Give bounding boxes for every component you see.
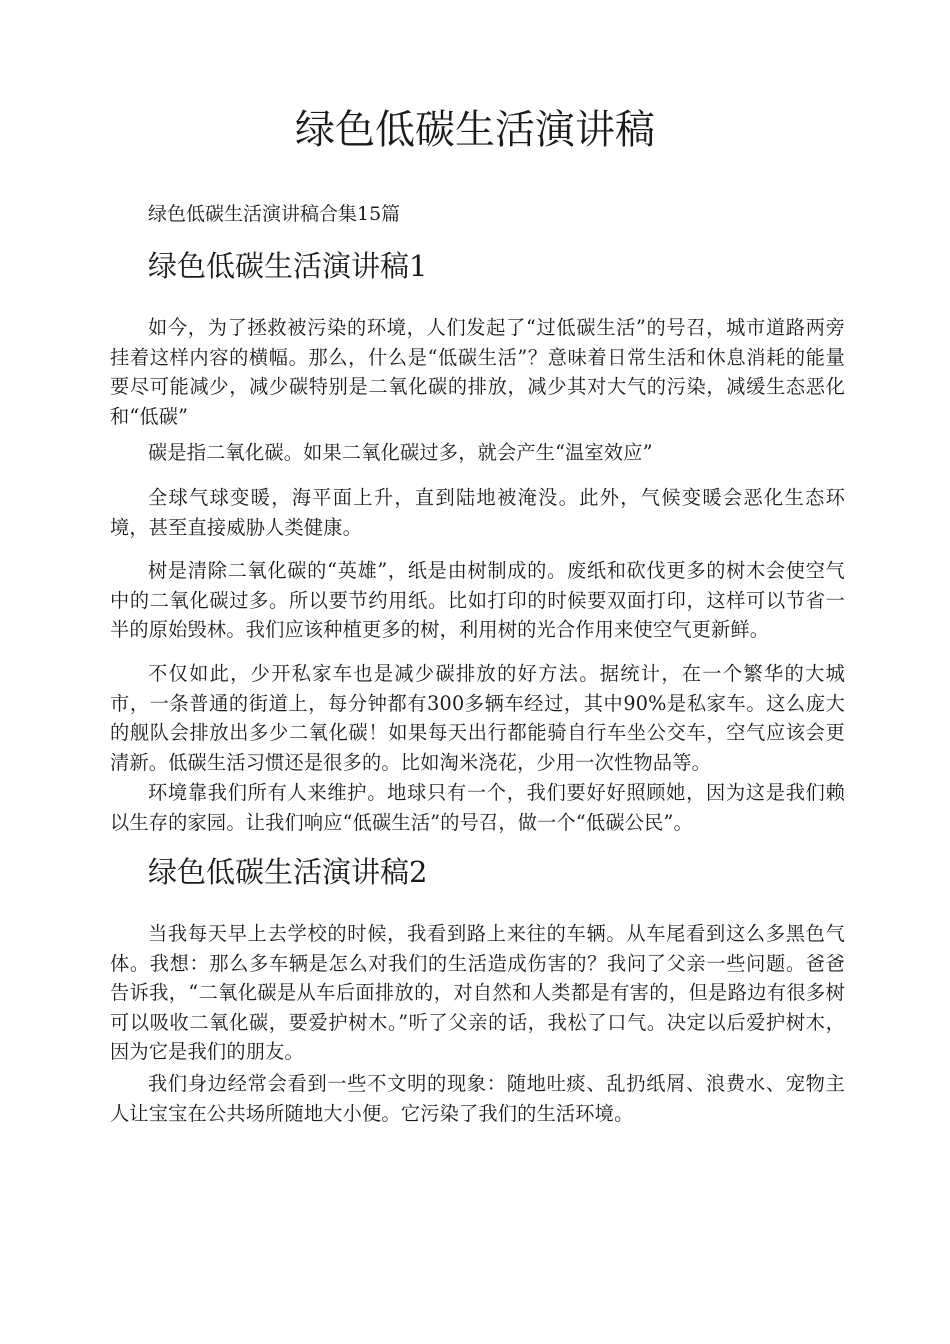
section-1-paragraph-6: 环境靠我们所有人来维护。地球只有一个，我们要好好照顾她，因为这是我们赖以生存的家园。让我们响应“低碳生活”的号召，做一个“低碳公民”。 xyxy=(110,781,845,834)
section-1-paragraph-1: 如今，为了拯救被污染的环境，人们发起了“过低碳生活”的号召，城市道路两旁挂着这样内容的横幅。那么，什么是“低碳生活”？意味着日常生活和休息消耗的能量要尽可能减少，减少碳特别是二氧化碳的排放，减少其对大气的污染，减缓生态恶化和“低碳” xyxy=(110,316,845,428)
section-1-paragraph-3: 全球气球变暖，海平面上升，直到陆地被淹没。此外，气候变暖会恶化生态环境，甚至直接威胁人类健康。 xyxy=(110,486,845,539)
section-1-paragraph-5: 不仅如此，少开私家车也是减少碳排放的好方法。据统计，在一个繁华的大城市，一条普通的街道上，每分钟都有300多辆车经过，其中90%是私家车。这么庞大的舰队会排放出多少二氧化碳！如果每天出行都能骑自行车坐公交车，空气应该会更清新。低碳生活习惯还是很多的。比如淘米浇花，少用一次性物品等。 xyxy=(110,662,845,774)
section-heading-1: 绿色低碳生活演讲稿1 xyxy=(148,249,428,283)
document-title: 绿色低碳生活演讲稿 xyxy=(295,107,655,153)
section-heading-2: 绿色低碳生活演讲稿2 xyxy=(148,855,428,889)
document-subtitle: 绿色低碳生活演讲稿合集15篇 xyxy=(148,203,401,225)
section-2-paragraph-1: 当我每天早上去学校的时候，我看到路上来往的车辆。从车尾看到这么多黑色气体。我想：那么多车辆是怎么对我们的生活造成伤害的？我问了父亲一些问题。爸爸告诉我，“二氧化碳是从车后面排放的，对自然和人类都是有害的，但是路边有很多树可以吸收二氧化碳，要爱护树木。”听了父亲的话，我松了口气。决定以后爱护树木，因为它是我们的朋友。 xyxy=(110,922,845,1063)
section-2-paragraph-2: 我们身边经常会看到一些不文明的现象：随地吐痰、乱扔纸屑、浪费水、宠物主人让宝宝在公共场所随地大小便。它污染了我们的生活环境。 xyxy=(110,1072,845,1125)
section-1-paragraph-4: 树是清除二氧化碳的“英雄”，纸是由树制成的。废纸和砍伐更多的树木会使空气中的二氧化碳过多。所以要节约用纸。比如打印的时候要双面打印，这样可以节省一半的原始毁林。我们应该种植更多的树，利用树的光合作用来使空气更新鲜。 xyxy=(110,559,845,641)
section-1-paragraph-2: 碳是指二氧化碳。如果二氧化碳过多，就会产生“温室效应” xyxy=(148,441,653,464)
